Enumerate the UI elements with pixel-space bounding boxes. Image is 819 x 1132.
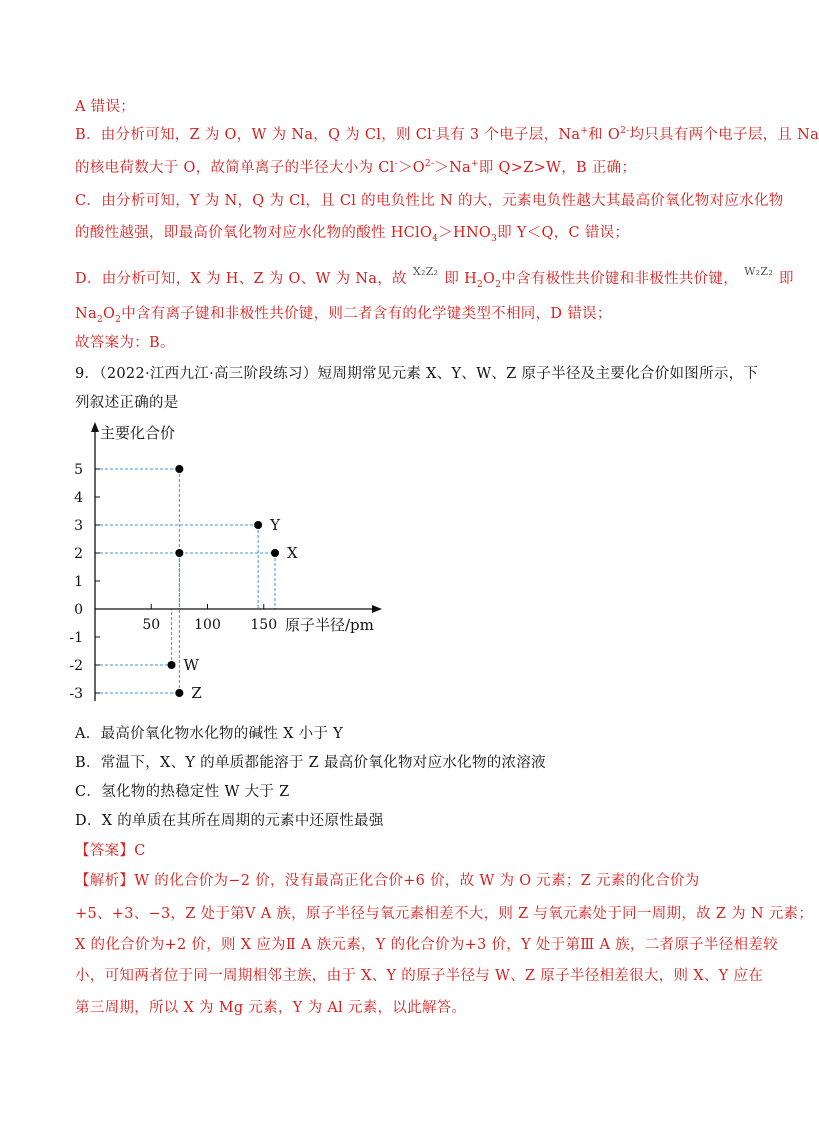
- option-a: A．最高价氧化物水化物的碱性 X 小于 Y: [75, 726, 343, 742]
- prev-analysis-line-1: A 错误；: [75, 99, 136, 115]
- y-tick-label: 3: [74, 518, 83, 534]
- valence-radius-chart: [60, 418, 400, 713]
- analysis-line-5: 第三周期，所以 X 为 Mg 元素，Y 为 Al 元素，以此解答。: [75, 1000, 467, 1016]
- data-point: [175, 689, 183, 697]
- y-tick-label: -1: [69, 630, 83, 646]
- y-tick-label: 0: [74, 602, 83, 618]
- point-label: Y: [270, 516, 281, 534]
- y-tick-label: -2: [69, 658, 83, 674]
- analysis-line-3: X 的化合价为+2 价，则 X 应为Ⅱ A 族元素，Y 的化合价为+3 价，Y 处于第Ⅲ A 族，二者原子半径相差较: [75, 937, 778, 953]
- point-label: W: [183, 656, 199, 674]
- option-b: B．常温下，X、Y 的单质都能溶于 Z 最高价氧化物对应水化物的浓溶液: [75, 755, 546, 771]
- x-axis-arrow: [372, 605, 382, 613]
- analysis-line-1: 【解析】W 的化合价为−2 价，没有最高正化合价+6 价，故 W 为 O 元素；Z 元素的化合价为: [75, 873, 700, 889]
- point-label: Z: [191, 684, 202, 702]
- data-point: [271, 549, 279, 557]
- x-tick-label: 100: [194, 617, 221, 633]
- prev-analysis-line-3: 的核电荷数大于 O，故简单离子的半径大小为 $Cl^->O^{2-}>Na^+$即 Q>Z>W，B 正确；: [75, 159, 637, 176]
- option-d: D．X 的单质在其所在周期的元素中还原性最强: [75, 813, 384, 829]
- prev-analysis-line-4: C．由分析可知，Y 为 N，Q 为 Cl，且 Cl 的电负性比 N 的大，元素电负性越大其最高价氧化物对应水化物: [75, 193, 784, 209]
- axes: [91, 422, 382, 701]
- y-tick-label: 5: [74, 462, 83, 478]
- data-point: [168, 661, 176, 669]
- data-points: [168, 465, 299, 702]
- x-tick-label: 150: [250, 617, 278, 633]
- prev-analysis-line-2: B．由分析可知，Z 为 O，W 为 Na，Q 为 Cl，则 Cl-具有 3 个电子层，Na+和 $O^{2-}$均只具有两个电子层，且 Na: [75, 126, 819, 143]
- question-stem-line-1: 9．（2022·江西九江·高三阶段练习）短周期常见元素 X、Y、W、Z 原子半径及主要化合价如图所示，下: [75, 366, 759, 382]
- prev-analysis-line-5: 的酸性越强，即最高价氧化物对应水化物的酸性 $HClO_4>HNO_3$即 Y＜Q，C 错误；: [75, 225, 630, 244]
- x-axis-label: 原子半径/pm: [285, 616, 374, 634]
- x-tick-label: 50: [142, 617, 161, 633]
- prev-analysis-line-8: 故答案为：B。: [75, 335, 175, 351]
- analysis-line-2: +5、+3、−3，Z 处于第Ⅴ A 族，原子半径与氧元素相差不大，则 Z 与氧元素处于同一周期，故 Z 为 N 元素；: [75, 906, 814, 922]
- data-point: [175, 549, 183, 557]
- data-point: [175, 465, 183, 473]
- y-tick-label: -3: [69, 686, 83, 702]
- answer-label: 【答案】C: [75, 843, 146, 859]
- question-stem-line-2: 列叙述正确的是: [75, 395, 179, 411]
- y-tick-label: 4: [74, 490, 83, 506]
- y-axis-arrow: [91, 422, 99, 432]
- y-tick-label: 1: [74, 574, 83, 590]
- formula-image-x2z2: X₂Z₂: [412, 265, 439, 278]
- prev-analysis-line-6: D．由分析可知，X 为 H、Z 为 O、W 为 Na，故 $^{X_2Z_2}$ 即 $H_2O_2$中含有极性共价键和非极性共价键， $^{W_2Z_2}$ 即: [75, 265, 794, 290]
- prev-analysis-line-7: $Na_2O_2$中含有离子键和非极性共价键，则二者含有的化学键类型不相同，D 错误；: [75, 306, 612, 325]
- y-tick-label: 2: [74, 546, 83, 562]
- formula-image-w2z2: W₂Z₂: [744, 265, 774, 278]
- analysis-line-4: 小，可知两者位于同一周期相邻主族，由于 X、Y 的原子半径与 W、Z 原子半径相差很大，则 X、Y 应在: [75, 968, 764, 984]
- y-axis-label: 主要化合价: [100, 424, 176, 442]
- data-point: [254, 521, 262, 529]
- option-c: C．氢化物的热稳定性 W 大于 Z: [75, 784, 290, 800]
- point-label: X: [287, 544, 298, 562]
